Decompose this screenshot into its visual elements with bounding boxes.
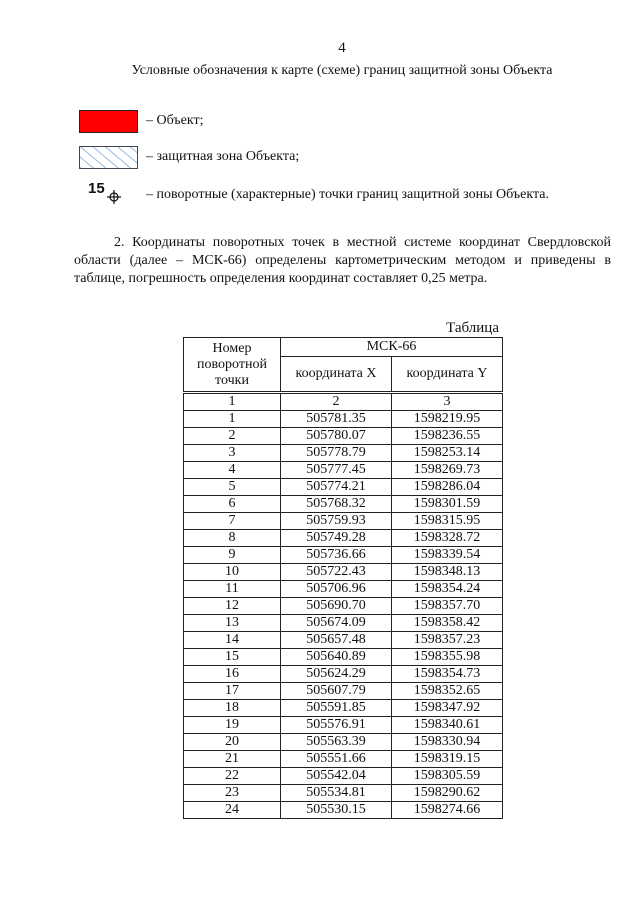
table-row bbox=[184, 649, 503, 666]
legend-item-object bbox=[0, 113, 640, 137]
x-coordinate-cell: 505674.09 bbox=[281, 615, 392, 632]
x-coordinate-cell: 505777.45 bbox=[281, 462, 392, 479]
point-number-cell: 13 bbox=[184, 615, 281, 632]
y-coordinate-cell: 1598340.61 bbox=[392, 717, 503, 734]
legend-title: Условные обозначения к карте (схеме) границ защитной зоны Объекта bbox=[131, 63, 553, 78]
table-row bbox=[184, 598, 503, 615]
table-row bbox=[184, 700, 503, 717]
x-coordinate-cell: 505607.79 bbox=[281, 683, 392, 700]
point-number-cell: 16 bbox=[184, 666, 281, 683]
y-coordinate-cell: 1598301.59 bbox=[392, 496, 503, 513]
x-coordinate-cell: 505706.96 bbox=[281, 581, 392, 598]
header-coordinate-system: МСК-66 bbox=[281, 338, 503, 357]
x-coordinate-cell: 505736.66 bbox=[281, 547, 392, 564]
y-coordinate-cell: 1598352.65 bbox=[392, 683, 503, 700]
coordinates-table bbox=[183, 337, 503, 819]
x-coordinate-cell: 505749.28 bbox=[281, 530, 392, 547]
y-coordinate-cell: 1598339.54 bbox=[392, 547, 503, 564]
table-row bbox=[184, 717, 503, 734]
point-number-cell: 3 bbox=[184, 445, 281, 462]
column-number: 1 bbox=[184, 393, 281, 411]
point-number-cell: 20 bbox=[184, 734, 281, 751]
point-number-cell: 1 bbox=[184, 411, 281, 428]
x-coordinate-cell: 505591.85 bbox=[281, 700, 392, 717]
header-y: координата Y bbox=[392, 357, 503, 393]
y-coordinate-cell: 1598315.95 bbox=[392, 513, 503, 530]
table-row bbox=[184, 479, 503, 496]
point-number-cell: 23 bbox=[184, 785, 281, 802]
y-coordinate-cell: 1598354.73 bbox=[392, 666, 503, 683]
table-row bbox=[184, 496, 503, 513]
y-coordinate-cell: 1598355.98 bbox=[392, 649, 503, 666]
x-coordinate-cell: 505534.81 bbox=[281, 785, 392, 802]
y-coordinate-cell: 1598347.92 bbox=[392, 700, 503, 717]
point-number-cell: 5 bbox=[184, 479, 281, 496]
x-coordinate-cell: 505690.70 bbox=[281, 598, 392, 615]
y-coordinate-cell: 1598305.59 bbox=[392, 768, 503, 785]
x-coordinate-cell: 505640.89 bbox=[281, 649, 392, 666]
table-row bbox=[184, 632, 503, 649]
point-number-cell: 10 bbox=[184, 564, 281, 581]
y-coordinate-cell: 1598269.73 bbox=[392, 462, 503, 479]
x-coordinate-cell: 505722.43 bbox=[281, 564, 392, 581]
table-row bbox=[184, 683, 503, 700]
point-number-cell: 12 bbox=[184, 598, 281, 615]
table-row bbox=[184, 530, 503, 547]
legend-object-text: – Объект; bbox=[146, 113, 204, 128]
x-coordinate-cell: 505768.32 bbox=[281, 496, 392, 513]
y-coordinate-cell: 1598354.24 bbox=[392, 581, 503, 598]
point-number-cell: 24 bbox=[184, 802, 281, 819]
y-coordinate-cell: 1598328.72 bbox=[392, 530, 503, 547]
x-coordinate-cell: 505542.04 bbox=[281, 768, 392, 785]
table-row bbox=[184, 513, 503, 530]
table-row bbox=[184, 564, 503, 581]
table-row bbox=[184, 802, 503, 819]
y-coordinate-cell: 1598348.13 bbox=[392, 564, 503, 581]
point-number-cell: 8 bbox=[184, 530, 281, 547]
point-number-cell: 2 bbox=[184, 428, 281, 445]
point-number-cell: 6 bbox=[184, 496, 281, 513]
table-row bbox=[184, 428, 503, 445]
legend-item-zone bbox=[0, 149, 640, 173]
point-number-cell: 7 bbox=[184, 513, 281, 530]
coordinates-paragraph: 2. Координаты поворотных точек в местной системе координат Свердловской области (далее – МСК-66) определены картометрическим методом и приведены в таблице, погрешность определения координат составляет 0,25 метра. bbox=[74, 235, 611, 286]
y-coordinate-cell: 1598330.94 bbox=[392, 734, 503, 751]
point-number-cell: 21 bbox=[184, 751, 281, 768]
point-number-cell: 15 bbox=[184, 649, 281, 666]
x-coordinate-cell: 505780.07 bbox=[281, 428, 392, 445]
table-row bbox=[184, 462, 503, 479]
y-coordinate-cell: 1598286.04 bbox=[392, 479, 503, 496]
point-number-cell: 22 bbox=[184, 768, 281, 785]
y-coordinate-cell: 1598274.66 bbox=[392, 802, 503, 819]
point-number-cell: 14 bbox=[184, 632, 281, 649]
x-coordinate-cell: 505774.21 bbox=[281, 479, 392, 496]
y-coordinate-cell: 1598357.70 bbox=[392, 598, 503, 615]
point-number-cell: 11 bbox=[184, 581, 281, 598]
y-coordinate-cell: 1598319.15 bbox=[392, 751, 503, 768]
column-number: 3 bbox=[392, 393, 503, 411]
x-coordinate-cell: 505657.48 bbox=[281, 632, 392, 649]
table-body bbox=[184, 411, 503, 819]
y-coordinate-cell: 1598358.42 bbox=[392, 615, 503, 632]
column-number: 2 bbox=[281, 393, 392, 411]
y-coordinate-cell: 1598236.55 bbox=[392, 428, 503, 445]
point-number-cell: 9 bbox=[184, 547, 281, 564]
y-coordinate-cell: 1598219.95 bbox=[392, 411, 503, 428]
point-number-cell: 18 bbox=[184, 700, 281, 717]
header-x: координата X bbox=[281, 357, 392, 393]
table-row bbox=[184, 445, 503, 462]
table-row bbox=[184, 785, 503, 802]
table-row bbox=[184, 581, 503, 598]
y-coordinate-cell: 1598290.62 bbox=[392, 785, 503, 802]
point-number-cell: 19 bbox=[184, 717, 281, 734]
x-coordinate-cell: 505781.35 bbox=[281, 411, 392, 428]
legend-item-points bbox=[0, 187, 640, 211]
table-row bbox=[184, 547, 503, 564]
x-coordinate-cell: 505563.39 bbox=[281, 734, 392, 751]
point-number-cell: 4 bbox=[184, 462, 281, 479]
x-coordinate-cell: 505759.93 bbox=[281, 513, 392, 530]
y-coordinate-cell: 1598357.23 bbox=[392, 632, 503, 649]
table-row bbox=[184, 751, 503, 768]
table-row bbox=[184, 734, 503, 751]
legend-point-number: 15 bbox=[88, 180, 105, 197]
legend-points-text: – поворотные (характерные) точки границ защитной зоны Объекта. bbox=[146, 187, 549, 202]
x-coordinate-cell: 505576.91 bbox=[281, 717, 392, 734]
header-point-number: Номер поворотной точки bbox=[184, 338, 281, 393]
table-caption: Таблица bbox=[446, 320, 499, 336]
x-coordinate-cell: 505624.29 bbox=[281, 666, 392, 683]
legend-zone-text: – защитная зона Объекта; bbox=[146, 149, 300, 164]
point-number-cell: 17 bbox=[184, 683, 281, 700]
page-number: 4 bbox=[338, 40, 346, 56]
x-coordinate-cell: 505551.66 bbox=[281, 751, 392, 768]
x-coordinate-cell: 505778.79 bbox=[281, 445, 392, 462]
y-coordinate-cell: 1598253.14 bbox=[392, 445, 503, 462]
table-row bbox=[184, 411, 503, 428]
table-row bbox=[184, 666, 503, 683]
table-row bbox=[184, 768, 503, 785]
table-row bbox=[184, 615, 503, 632]
x-coordinate-cell: 505530.15 bbox=[281, 802, 392, 819]
